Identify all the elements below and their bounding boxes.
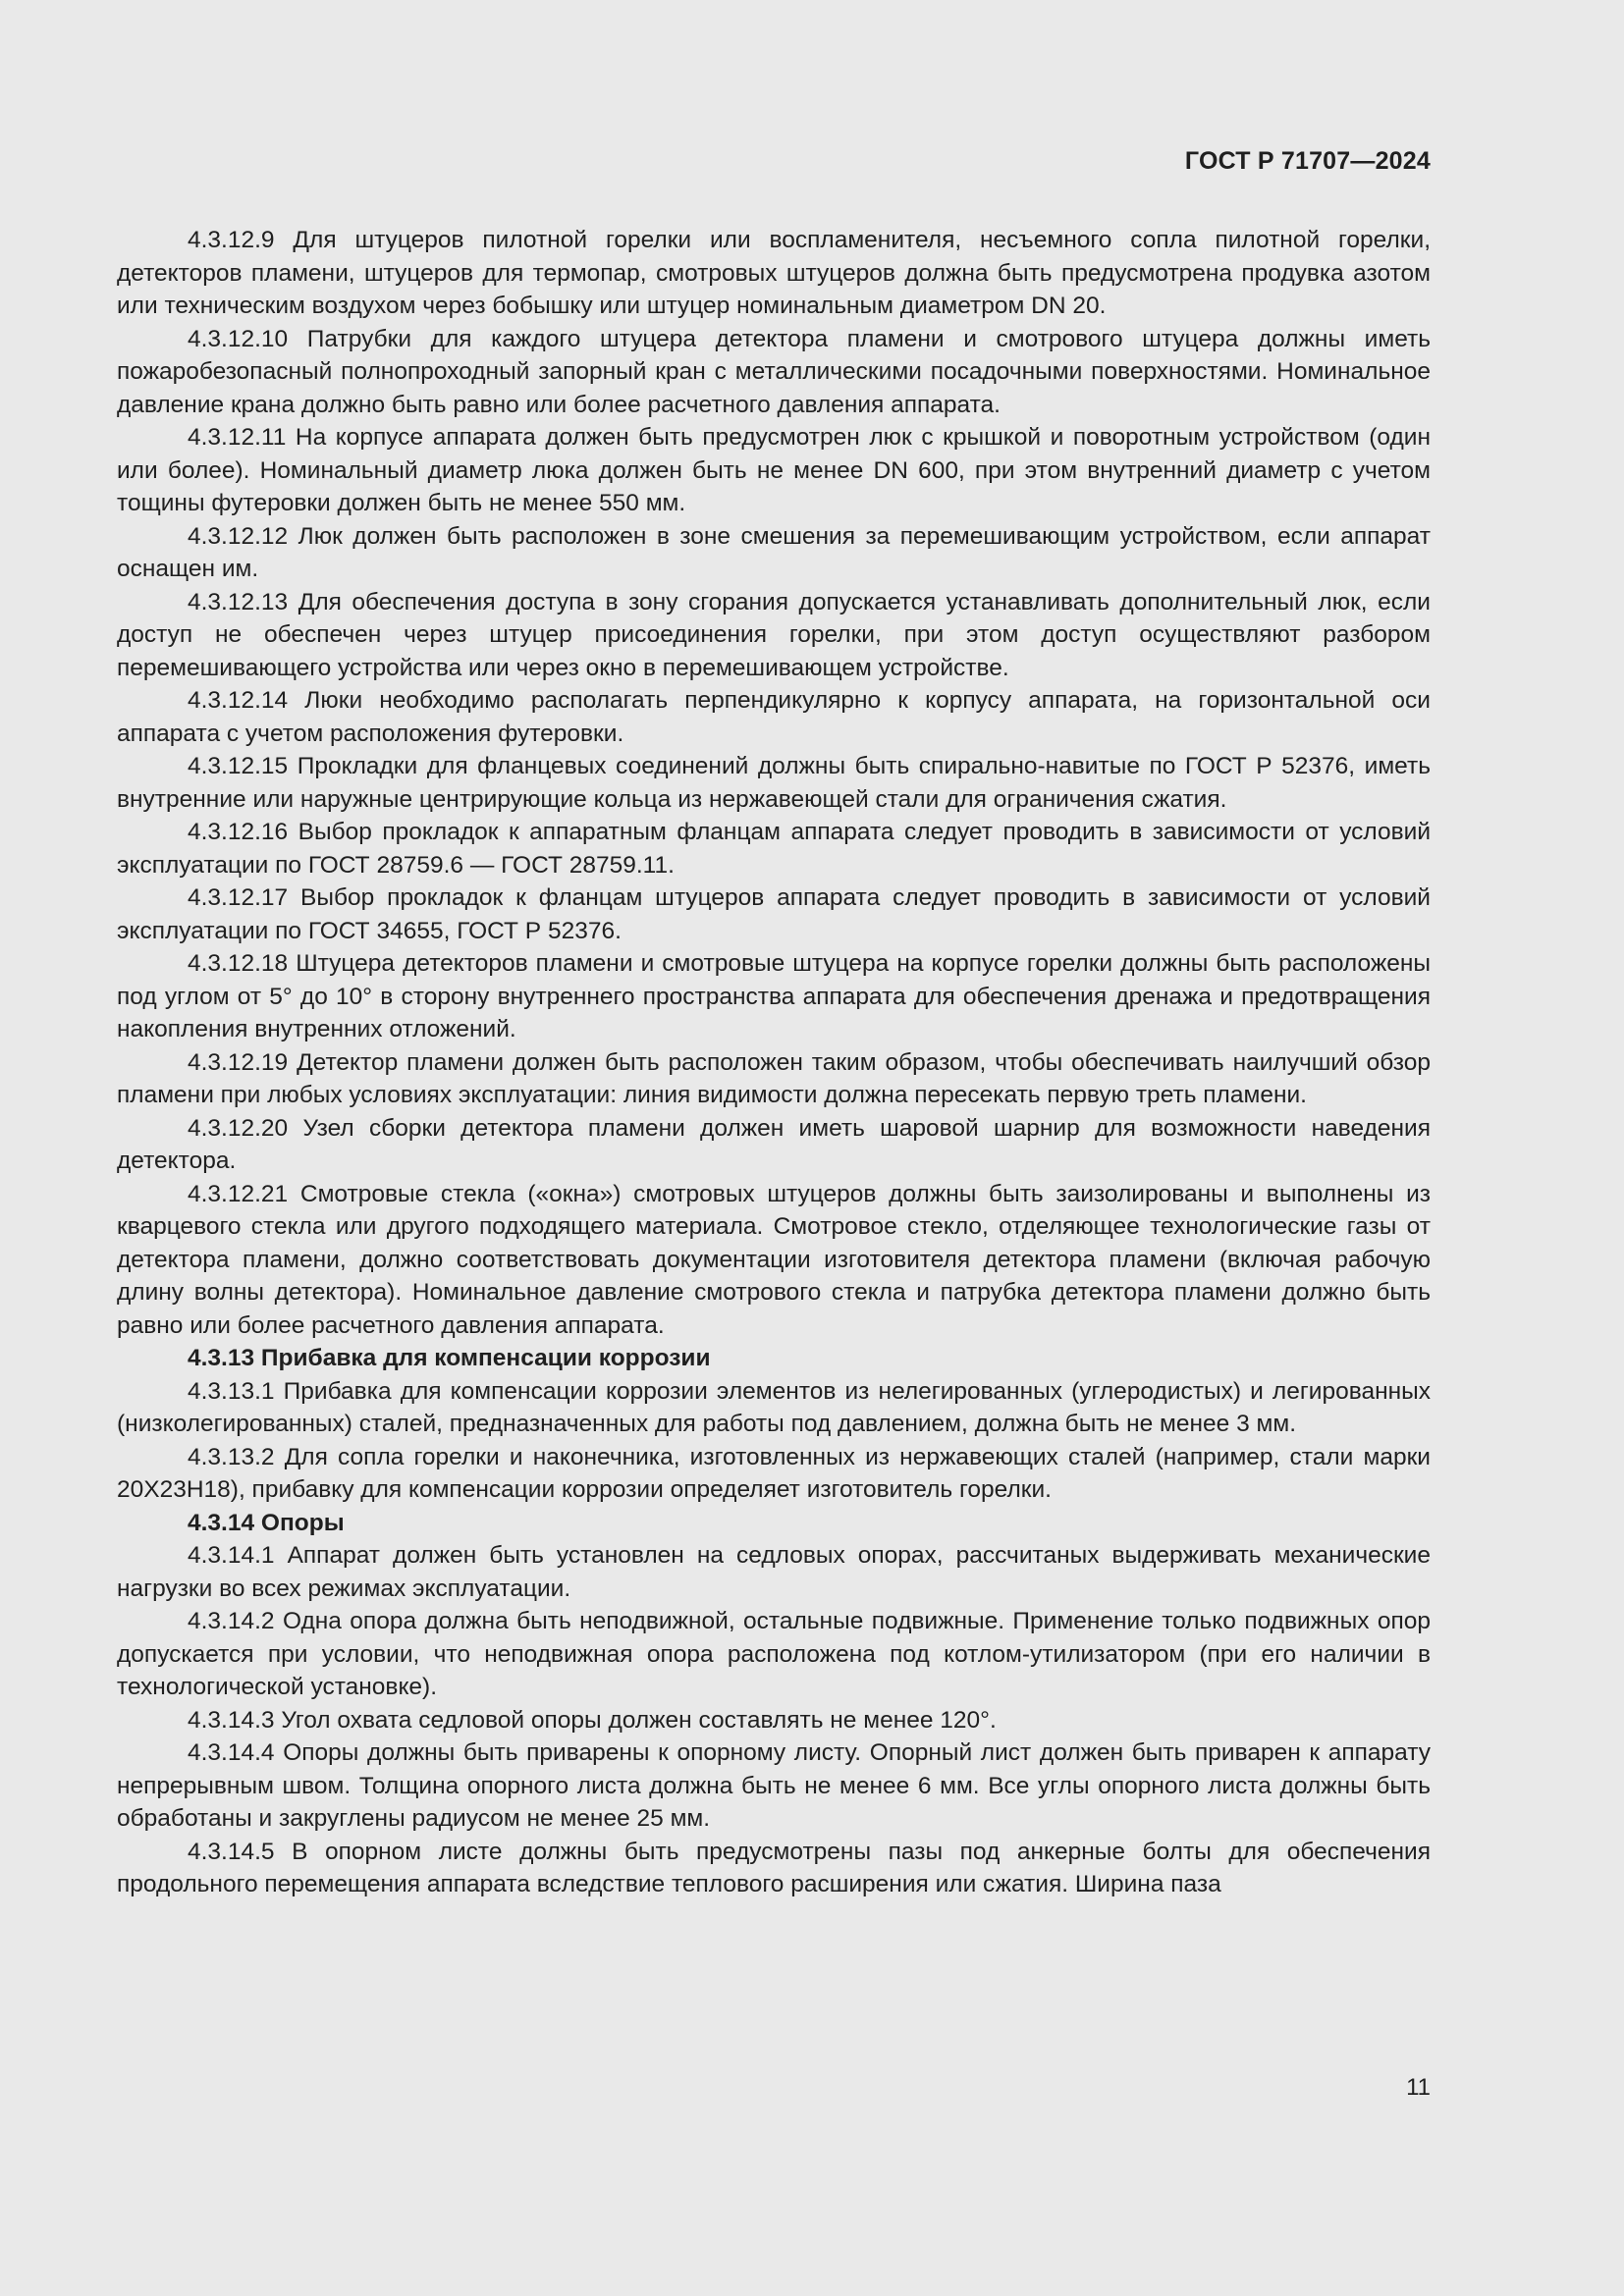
paragraph-4-3-12-9: 4.3.12.9 Для штуцеров пилотной горелки или воспламенителя, несъемного сопла пилотной горелки, детекторов пламени, штуцеров для термопар, смотровых штуцеров должна быть предусмотрена продувка азотом или техническим воздухом через бобышку или штуцер номинальным диаметром DN 20. [117, 227, 1431, 319]
paragraph-4-3-12-13: 4.3.12.13 Для обеспечения доступа в зону сгорания допускается устанавливать дополнительный люк, если доступ не обеспечен через штуцер присоединения горелки, при этом доступ осуществляют разбором перемешивающего устройства или через окно в перемешивающем устройстве. [117, 588, 1431, 681]
paragraph-4-3-12-12: 4.3.12.12 Люк должен быть расположен в зоне смешения за перемешивающим устройством, если аппарат оснащен им. [117, 522, 1431, 582]
paragraph-4-3-12-17: 4.3.12.17 Выбор прокладок к фланцам штуцеров аппарата следует проводить в зависимости от условий эксплуатации по ГОСТ 34655, ГОСТ Р 52376. [117, 884, 1431, 944]
paragraph-4-3-12-15: 4.3.12.15 Прокладки для фланцевых соединений должны быть спирально-навитые по ГОСТ Р 52376, иметь внутренние или наружные центрирующие кольца из нержавеющей стали для ограничения сжатия. [117, 753, 1431, 813]
paragraph-4-3-12-11: 4.3.12.11 На корпусе аппарата должен быть предусмотрен люк с крышкой и поворотным устройством (один или более). Номинальный диаметр люка должен быть не менее DN 600, при этом внутренний диаметр с учетом тощины футеровки должен быть не менее 550 мм. [117, 424, 1431, 516]
paragraph-4-3-12-18: 4.3.12.18 Штуцера детекторов пламени и смотровые штуцера на корпусе горелки должны быть расположены под углом от 5° до 10° в сторону внутреннего пространства аппарата для обеспечения дренажа и предотвращения накопления внутренних отложений. [117, 950, 1431, 1042]
paragraph-4-3-13-2: 4.3.13.2 Для сопла горелки и наконечника, изготовленных из нержавеющих сталей (например, стали марки 20Х23Н18), прибавку для компенсации коррозии определяет изготовитель горелки. [117, 1443, 1431, 1503]
paragraph-4-3-14-4: 4.3.14.4 Опоры должны быть приварены к опорному листу. Опорный лист должен быть приварен к аппарату непрерывным швом. Толщина опорного листа должна быть не менее 6 мм. Все углы опорного листа должны быть обработаны и закруглены радиусом не менее 25 мм. [117, 1739, 1431, 1832]
section-heading-4-3-13: 4.3.13 Прибавка для компенсации коррозии [188, 1345, 711, 1371]
paragraph-4-3-14-2: 4.3.14.2 Одна опора должна быть неподвижной, остальные подвижные. Применение только подвижных опор допускается при условии, что неподвижная опора расположена под котлом-утилизатором (при его наличии в технологической установке). [117, 1608, 1431, 1700]
document-header-code: ГОСТ Р 71707—2024 [1184, 147, 1431, 175]
section-heading-4-3-14: 4.3.14 Опоры [188, 1509, 345, 1536]
paragraph-4-3-12-10: 4.3.12.10 Патрубки для каждого штуцера детектора пламени и смотрового штуцера должны иметь пожаробезопасный полнопроходный запорный кран с металлическими посадочными поверхностями. Номинальное давление крана должно быть равно или более расчетного давления аппарата. [117, 325, 1431, 418]
paragraph-4-3-14-5: 4.3.14.5 В опорном листе должны быть предусмотрены пазы под анкерные болты для обеспечения продольного перемещения аппарата вследствие теплового расширения или сжатия. Ширина паза [117, 1838, 1431, 1897]
page-number: 11 [1406, 2074, 1431, 2101]
paragraph-4-3-12-19: 4.3.12.19 Детектор пламени должен быть расположен таким образом, чтобы обеспечивать наилучший обзор пламени при любых условиях эксплуатации: линия видимости должна пересекать первую треть пламени. [117, 1048, 1431, 1108]
paragraph-4-3-12-16: 4.3.12.16 Выбор прокладок к аппаратным фланцам аппарата следует проводить в зависимости от условий эксплуатации по ГОСТ 28759.6 — ГОСТ 28759.11. [117, 819, 1431, 879]
paragraph-4-3-12-14: 4.3.12.14 Люки необходимо располагать перпендикулярно к корпусу аппарата, на горизонтальной оси аппарата с учетом расположения футеровки. [117, 687, 1431, 747]
paragraph-4-3-12-20: 4.3.12.20 Узел сборки детектора пламени должен иметь шаровой шарнир для возможности наведения детектора. [117, 1114, 1431, 1174]
paragraph-4-3-14-1: 4.3.14.1 Аппарат должен быть установлен на седловых опорах, рассчитаных выдерживать механические нагрузки во всех режимах эксплуатации. [117, 1542, 1431, 1602]
paragraph-4-3-12-21: 4.3.12.21 Смотровые стекла («окна») смотровых штуцеров должны быть заизолированы и выполнены из кварцевого стекла или другого подходящего материала. Смотровое стекло, отделяющее технологические газы от детектора пламени, должно соответствовать документации изготовителя детектора пламени (включая рабочую длину волны детектора). Номинальное давление смотрового стекла и патрубка детектора пламени должно быть равно или более расчетного давления аппарата. [117, 1180, 1431, 1339]
paragraph-4-3-13-1: 4.3.13.1 Прибавка для компенсации коррозии элементов из нелегированных (углеродистых) и легированных (низколегированных) сталей, предназначенных для работы под давлением, должна быть не менее 3 мм. [117, 1377, 1431, 1437]
paragraph-4-3-14-3: 4.3.14.3 Угол охвата седловой опоры должен составлять не менее 120°. [188, 1706, 997, 1734]
document-body [117, 224, 1431, 1901]
